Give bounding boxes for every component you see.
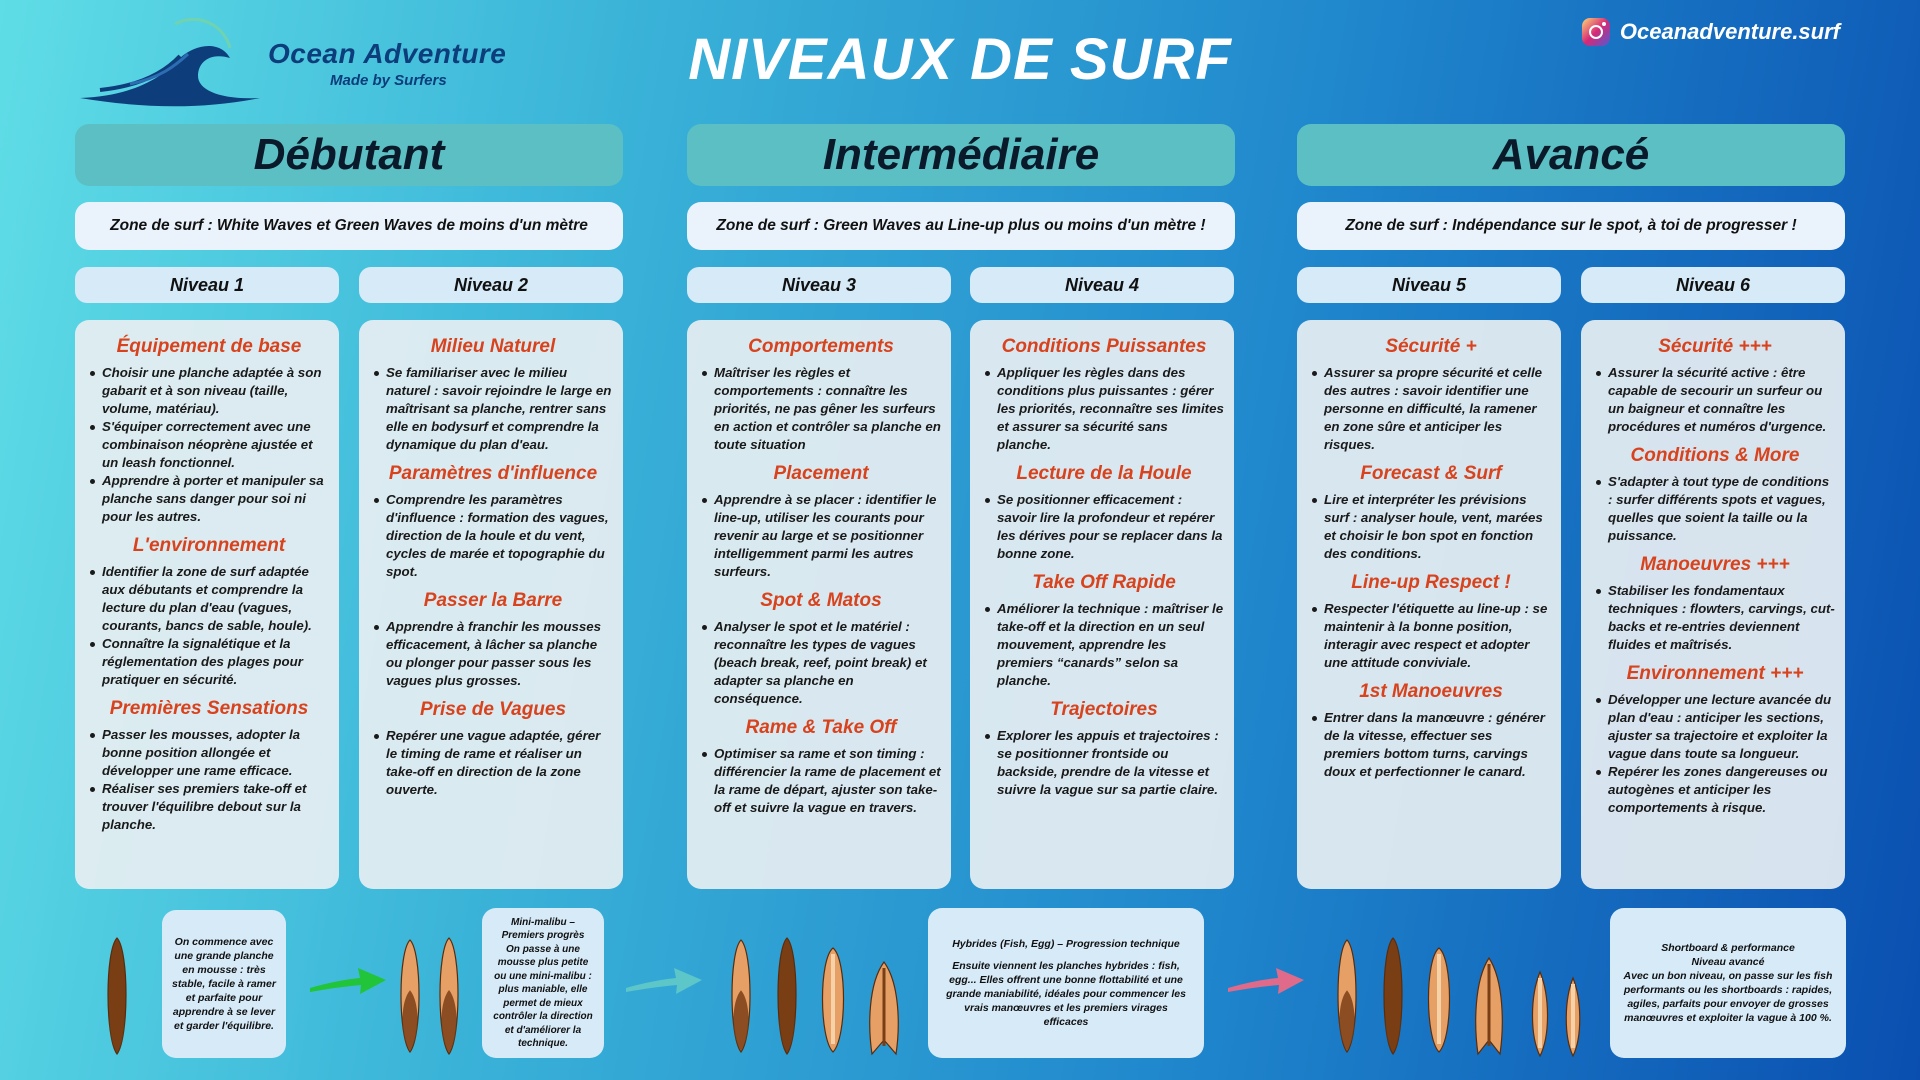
niveau-label-6: Niveau 6: [1581, 267, 1845, 303]
list-item: Développer une lecture avancée du plan d'eau : anticiper les sections, ajuster sa trajectoire et exploiter la vague dans toute sa longueur.: [1595, 691, 1835, 763]
niveau-card-5: [1297, 320, 1561, 889]
section-title: Line-up Respect !: [1351, 572, 1511, 593]
niveau-card-3: [687, 320, 951, 889]
note-line: ou une mini-malibu :: [494, 970, 592, 982]
note-line: Hybrides (Fish, Egg) – Progression technique: [952, 938, 1180, 950]
surfboard-icon: [1380, 936, 1406, 1056]
section-title: Environnement +++: [1626, 663, 1804, 684]
note-line: permet de mieux: [503, 997, 583, 1009]
section-title: Prise de Vagues: [419, 699, 567, 720]
list-item: Maîtriser les règles et comportements : connaître les priorités, ne pas gêner les surfeurs en action et contrôler sa planche en toute situation: [701, 364, 941, 454]
list-item: Analyser le spot et le matériel : reconnaître les types de vagues (beach break, reef, point break) et adapter sa planche en conséquence.: [701, 618, 941, 708]
green-arrow-icon: [308, 962, 388, 1002]
section-list: [89, 563, 329, 689]
note-line: et garder l'équilibre.: [174, 1020, 274, 1032]
section-list: [373, 727, 613, 799]
niveau-card-4: [970, 320, 1234, 889]
section-title: Comportements: [748, 336, 894, 357]
section-title: Lecture de la Houle: [1016, 463, 1192, 484]
section-title: Premières Sensations: [109, 698, 309, 719]
section-list: [89, 364, 329, 526]
list-item: Réaliser ses premiers take-off et trouver l'équilibre debout sur la planche.: [89, 780, 329, 834]
note-line: une grande planche: [174, 950, 274, 962]
note-line: stable, facile à ramer: [172, 978, 276, 990]
note-line: technique.: [517, 1038, 568, 1049]
note-line: manœuvres et exploiter la vague à 100 %.: [1624, 1012, 1832, 1024]
section-list: [1595, 582, 1835, 654]
section-title: Milieu Naturel: [430, 336, 556, 357]
surfboard-icon: [728, 938, 754, 1054]
note-line: Niveau avancé: [1691, 956, 1765, 968]
board-note-2: [482, 908, 604, 1058]
section-list: [373, 491, 613, 581]
list-item: Améliorer la technique : maîtriser le take-off et la direction en un seul mouvement, apprendre les premiers “canards” selon sa planche.: [984, 600, 1224, 690]
section-title: Trajectoires: [1050, 699, 1158, 720]
note-line: apprendre à se lever: [172, 1006, 276, 1018]
zone-debutant: Zone de surf : White Waves et Green Waves de moins d'un mètre: [75, 202, 623, 250]
niveau-label-5: Niveau 5: [1297, 267, 1561, 303]
surfboard-icon: [1334, 938, 1360, 1054]
section-list: [1595, 691, 1835, 817]
page-title: NIVEAUX DE SURF: [688, 27, 1232, 92]
board-note-3: [928, 908, 1204, 1058]
niveau-label-3: Niveau 3: [687, 267, 951, 303]
section-list: [701, 491, 941, 581]
note-line: et parfaite pour: [185, 992, 263, 1004]
section-list: [373, 618, 613, 690]
list-item: Identifier la zone de surf adaptée aux débutants et comprendre la lecture du plan d'eau (vagues, courants, bancs de sable, houle).: [89, 563, 329, 635]
section-list: [1595, 473, 1835, 545]
list-item: Appliquer les règles dans des conditions plus puissantes : gérer les priorités, reconnaître ses limites et assurer sa sécurité sans planche.: [984, 364, 1224, 454]
section-list: [1311, 600, 1551, 672]
fish-surfboard-icon: [866, 960, 902, 1056]
section-list: [1595, 364, 1835, 436]
note-line: mousse plus petite: [497, 957, 589, 968]
list-item: Stabiliser les fondamentaux techniques : flowters, carvings, cut-backs et re-entries deviennent fluides et maîtrisés.: [1595, 582, 1835, 654]
list-item: Se positionner efficacement : savoir lire la profondeur et repérer les dérives pour se replacer dans la bonne zone.: [984, 491, 1224, 563]
surfboard-icon: [397, 938, 423, 1054]
section-list: [1311, 709, 1551, 781]
section-list: [701, 364, 941, 454]
surfboard-icon: [436, 936, 462, 1056]
level-header-intermediaire: Intermédiaire: [687, 124, 1235, 186]
note-line: Mini-malibu –: [511, 916, 575, 928]
surfboard-icon: [774, 936, 800, 1056]
list-item: Respecter l'étiquette au line-up : se maintenir à la bonne position, interagir avec respect et adopter une attitude conviviale.: [1311, 600, 1551, 672]
section-title: Placement: [773, 463, 869, 484]
list-item: Repérer une vague adaptée, gérer le timing de rame et réaliser un take-off en direction de la zone ouverte.: [373, 727, 613, 799]
note-line: Shortboard & performance: [1661, 942, 1795, 954]
list-item: Assurer sa propre sécurité et celle des autres : savoir identifier une personne en difficulté, la ramener en zone sûre et anticiper les risques.: [1311, 364, 1551, 454]
section-title: Conditions & More: [1630, 445, 1800, 466]
section-list: [373, 364, 613, 454]
list-item: Assurer la sécurité active : être capable de secourir un surfeur ou un baigneur et connaître les procédures et numéros d'urgence.: [1595, 364, 1835, 436]
note-line: performants ou les shortboards : rapides,: [1623, 984, 1833, 996]
section-title: Sécurité +++: [1658, 336, 1772, 357]
section-title: Passer la Barre: [423, 590, 563, 611]
list-item: Comprendre les paramètres d'influence : formation des vagues, direction de la houle et du vent, cycles de marée et topographie du spot.: [373, 491, 613, 581]
list-item: Entrer dans la manœuvre : générer de la vitesse, effectuer ses premiers bottom turns, carvings doux et perfectionner le canard.: [1311, 709, 1551, 781]
note-line: Premiers progrès: [501, 930, 585, 941]
instagram-link[interactable]: [1582, 18, 1840, 46]
section-title: Spot & Matos: [760, 590, 882, 611]
note-line: efficaces: [1043, 1016, 1089, 1028]
niveau-card-2: [359, 320, 623, 889]
instagram-icon: [1582, 18, 1610, 46]
list-item: Passer les mousses, adopter la bonne position allongée et développer une rame efficace.: [89, 726, 329, 780]
list-item: Explorer les appuis et trajectoires : se positionner frontside ou backside, prendre de la vitesse et suivre la vague sur sa partie claire.: [984, 727, 1224, 799]
note-line: grande maniabilité, idéales pour commencer les: [946, 988, 1186, 1000]
list-item: Lire et interpréter les prévisions surf : analyser houle, vent, marées et choisir le bon spot en fonction des conditions.: [1311, 491, 1551, 563]
brand-name: Ocean Adventure: [268, 38, 507, 69]
note-line: contrôler la direction: [493, 1011, 593, 1022]
list-item: S'équiper correctement avec une combinaison néoprène ajustée et un leash fonctionnel.: [89, 418, 329, 472]
note-line: egg... Elles offrent une bonne flottabilité et une: [949, 974, 1183, 986]
section-list: [89, 726, 329, 834]
section-list: [701, 745, 941, 817]
zone-intermediaire: Zone de surf : Green Waves au Line-up plus ou moins d'un mètre !: [687, 202, 1235, 250]
section-title: Sécurité +: [1385, 336, 1477, 357]
level-header-debutant: Débutant: [75, 124, 623, 186]
section-list: [984, 364, 1224, 454]
note-line: et d'améliorer la: [504, 1024, 582, 1036]
section-list: [1311, 364, 1551, 454]
list-item: Optimiser sa rame et son timing : différencier la rame de placement et la rame de départ, ajuster son take-off et suivre la vague en travers.: [701, 745, 941, 817]
section-title: Équipement de base: [116, 336, 302, 357]
board-note-1: [162, 910, 286, 1058]
surfboard-icon: [1424, 946, 1454, 1054]
section-title: L'environnement: [132, 535, 286, 556]
instagram-handle: Oceanadventure.surf: [1619, 19, 1840, 44]
section-list: [701, 618, 941, 708]
note-line: Avec un bon niveau, on passe sur les fish: [1623, 970, 1833, 982]
note-line: On commence avec: [174, 936, 274, 948]
section-title: Paramètres d'influence: [388, 463, 598, 484]
section-title: Forecast & Surf: [1360, 463, 1502, 484]
list-item: Se familiariser avec le milieu naturel : savoir rejoindre le large en maîtrisant sa planche, rentrer sans elle en bodysurf et comprendre la dynamique du plan d'eau.: [373, 364, 613, 454]
list-item: S'adapter à tout type de conditions : surfer différents spots et vagues, quelles que soient la taille ou la puissance.: [1595, 473, 1835, 545]
teal-arrow-icon: [624, 962, 704, 1002]
list-item: Apprendre à franchir les mousses efficacement, à lâcher sa planche ou plonger pour passer sous les vagues plus grosses.: [373, 618, 613, 690]
note-line: Ensuite viennent les planches hybrides : fish,: [952, 960, 1180, 972]
shortboard-icon: [1528, 970, 1552, 1058]
board-note-4: [1610, 908, 1846, 1058]
note-line: On passe à une: [506, 943, 580, 955]
note-line: en mousse : très: [182, 964, 266, 976]
note-line: vrais manœuvres et les premiers virages: [964, 1002, 1168, 1014]
section-list: [984, 727, 1224, 799]
note-line: plus maniable, elle: [498, 984, 588, 995]
note-line: [946, 951, 1186, 959]
niveau-card-6: [1581, 320, 1845, 889]
surfboard-icon: [104, 936, 130, 1056]
section-title: Conditions Puissantes: [1001, 336, 1207, 357]
fish-surfboard-icon: [1472, 956, 1506, 1056]
zone-avance: Zone de surf : Indépendance sur le spot, à toi de progresser !: [1297, 202, 1845, 250]
surfboard-icon: [818, 946, 848, 1054]
brand-tagline: Made by Surfers: [330, 72, 447, 89]
niveau-label-1: Niveau 1: [75, 267, 339, 303]
section-list: [984, 600, 1224, 690]
niveau-card-1: [75, 320, 339, 889]
section-title: Take Off Rapide: [1032, 572, 1176, 593]
list-item: Connaître la signalétique et la réglementation des plages pour pratiquer en sécurité.: [89, 635, 329, 689]
list-item: Apprendre à se placer : identifier le line-up, utiliser les courants pour revenir au large et se positionner intelligemment parmi les autres surfeurs.: [701, 491, 941, 581]
level-header-avance: Avancé: [1297, 124, 1845, 186]
niveau-label-4: Niveau 4: [970, 267, 1234, 303]
section-title: 1st Manoeuvres: [1359, 681, 1503, 702]
list-item: Choisir une planche adaptée à son gabarit et à son niveau (taille, volume, matériau).: [89, 364, 329, 418]
shortboard-icon: [1562, 976, 1584, 1058]
niveau-label-2: Niveau 2: [359, 267, 623, 303]
section-title: Rame & Take Off: [745, 717, 897, 738]
pink-arrow-icon: [1226, 962, 1306, 1002]
section-list: [984, 491, 1224, 563]
section-list: [1311, 491, 1551, 563]
list-item: Apprendre à porter et manipuler sa planche sans danger pour soi ni pour les autres.: [89, 472, 329, 526]
list-item: Repérer les zones dangereuses ou autogènes et anticiper les comportements à risque.: [1595, 763, 1835, 817]
section-title: Manoeuvres +++: [1640, 554, 1790, 575]
note-line: agiles, parfaits pour envoyer de grosses: [1627, 998, 1829, 1010]
